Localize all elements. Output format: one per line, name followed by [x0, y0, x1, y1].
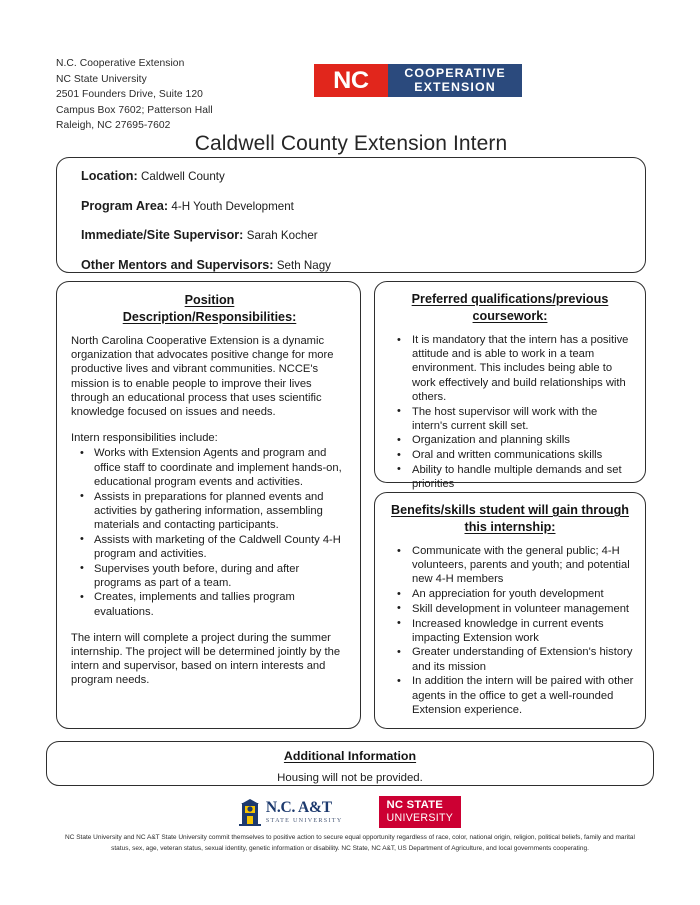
list-item: • Creates, implements and tallies program evaluations.: [93, 590, 348, 618]
benefits-heading-line1: Benefits/skills student will gain through: [391, 503, 629, 517]
address-line: N.C. Cooperative Extension: [56, 58, 185, 69]
info-value: Seth Nagy: [276, 258, 331, 272]
footer-logos: [0, 796, 700, 828]
organization-address: [56, 56, 213, 134]
nc-logo-mark-text: NC: [333, 66, 369, 94]
agt-wordmark: [266, 800, 343, 824]
benefits-box: [374, 492, 646, 729]
bell-tower-icon: [239, 799, 261, 826]
nc-state-university-logo: [379, 796, 462, 829]
list-item: • The host supervisor will work with the intern's current skill set.: [411, 405, 635, 433]
benefits-heading: [385, 502, 635, 535]
list-item: • Assists with marketing of the Caldwell County 4-H program and activities.: [93, 533, 348, 561]
info-label: Immediate/Site Supervisor:: [81, 228, 244, 242]
list-item: • Works with Extension Agents and program and office staff to coordinate and implement hands-on, educational program events and activities.: [93, 446, 348, 489]
info-row: [81, 228, 645, 243]
responsibilities-list-heading: Intern responsibilities include:: [71, 432, 218, 445]
ncsu-logo-line1: NC STATE: [386, 798, 443, 811]
address-line: Campus Box 7602; Patterson Hall: [56, 104, 213, 116]
additional-information-text: Housing will not be provided.: [277, 772, 423, 784]
address-line: 2501 Founders Drive, Suite 120: [56, 89, 203, 101]
additional-information-box: [46, 741, 654, 786]
list-item: • Increased knowledge in current events impacting Extension work: [411, 617, 635, 645]
info-label: Location:: [81, 169, 138, 183]
position-closing-text: The intern will complete a project during the summer internship. The project will be determined jointly by the intern and supervisor, based on intern interests and program needs.: [71, 631, 341, 687]
nc-logo-wordmark: [388, 64, 522, 97]
info-row: [81, 169, 645, 184]
additional-information-heading: [47, 749, 653, 764]
benefits-heading-line2: this internship:: [464, 519, 556, 534]
list-item: • It is mandatory that the intern has a positive attitude and is able to work in a team environment. This includes being able to work effectively and build relationships with others.: [411, 333, 635, 404]
position-info-box: [56, 157, 646, 273]
list-item: • An appreciation for youth development: [411, 587, 635, 601]
info-value: Caldwell County: [141, 170, 225, 183]
info-value: Sarah Kocher: [246, 229, 318, 242]
info-row: [81, 258, 645, 273]
nc-logo-wordmark-line2: EXTENSION: [414, 79, 496, 94]
document-header: [56, 56, 646, 134]
benefits-list: [385, 544, 635, 717]
list-item: • Organization and planning skills: [411, 433, 635, 447]
nc-logo-mark: [314, 64, 388, 97]
nc-logo-wordmark-line1: COOPERATIVE: [404, 66, 506, 80]
list-item: • Oral and written communications skills: [411, 448, 635, 462]
qualifications-heading: [385, 291, 635, 324]
preferred-qualifications-box: [374, 281, 646, 491]
list-item: • Skill development in volunteer management: [411, 602, 635, 616]
additional-information-heading-text: Additional Information: [283, 749, 417, 763]
qualifications-heading-line1: Preferred qualifications/previous: [411, 292, 609, 306]
info-value: 4-H Youth Development: [171, 199, 294, 213]
agt-wordmark-main: N.C. A&T: [265, 799, 332, 817]
ncsu-logo-line2: UNIVERSITY: [386, 811, 454, 824]
position-heading-line2: Description/Responsibilities:: [122, 309, 297, 324]
position-description-heading: [71, 292, 348, 325]
position-heading-line1: Position: [184, 293, 235, 307]
address-line: NC State University: [56, 73, 147, 85]
equal-opportunity-disclaimer: NC State University and NC A&T State University commit themselves to positive action to secure equal opportunity regardless of race, color, national origin, religion, political beliefs, family and marital status, sex, age, veteran status, sexual identity, genetic information or disability. NC State, NC A&T, US Department of Agriculture, and local governments cooperating.: [65, 834, 635, 852]
position-description-box: [56, 281, 361, 729]
page-title: Caldwell County Extension Intern: [194, 132, 508, 155]
address-line: Raleigh, NC 27695-7602: [56, 120, 171, 132]
list-item: • Supervises youth before, during and after programs as part of a team.: [93, 562, 348, 590]
nc-cooperative-extension-logo: [314, 64, 522, 97]
position-intro-text: North Carolina Cooperative Extension is a dynamic organization that advocates positive change for more productive lives and vibrant communities. NCCE's mission is to enable people to improve their lives through an educational process that uses scientific knowledge focused on issues and needs.: [71, 335, 334, 419]
list-item: • In addition the intern will be paired with other agents in the office to get a well-rounded Extension experience.: [411, 674, 635, 717]
agt-wordmark-sub: STATE UNIVERSITY: [265, 817, 343, 824]
list-item: • Ability to handle multiple demands and set priorities: [411, 463, 635, 491]
qualifications-list: [385, 333, 635, 491]
list-item: • Greater understanding of Extension's history and its mission: [411, 645, 635, 673]
info-label: Program Area:: [81, 198, 169, 213]
list-item: • Communicate with the general public; 4-H volunteers, parents and youth; and potential new 4-H members: [411, 544, 635, 587]
qualifications-heading-line2: coursework:: [472, 308, 548, 323]
nc-at-state-university-logo: [239, 799, 343, 826]
info-row: [81, 199, 645, 214]
list-item: • Assists in preparations for planned events and activities by gathering information, assembling materials and contacting participants.: [93, 490, 348, 533]
info-label: Other Mentors and Supervisors:: [81, 257, 274, 272]
responsibilities-list: [71, 446, 348, 618]
